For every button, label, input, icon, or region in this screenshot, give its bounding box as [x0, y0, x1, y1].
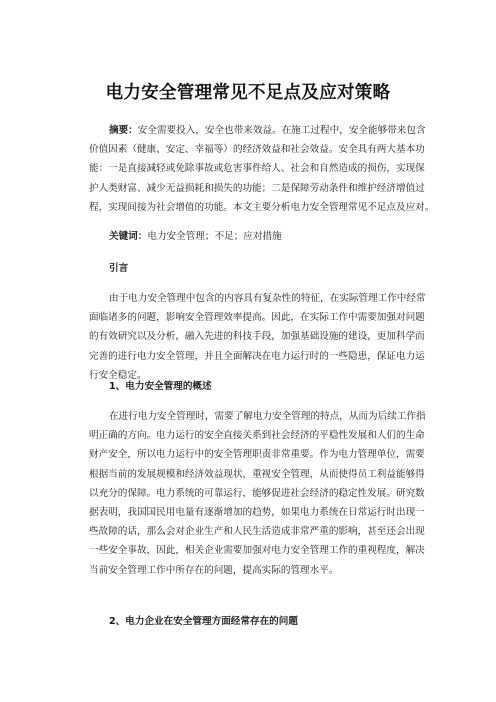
- paragraph-line: 些故障的话，那么会对企业生产和人民生活造成非常严重的影响，甚至还会出现: [89, 526, 425, 538]
- abstract-line: [89, 121, 426, 140]
- paragraph-line: 面临诸多的问题，影响安全管理效率提高。因此，在实际工作中需要加强对问题: [89, 312, 425, 324]
- intro-paragraph: [89, 289, 426, 385]
- paragraph-line: 当前安全管理工作中所存在的问题，提高实际的管理水平。: [89, 564, 339, 576]
- section2-heading: 2、电力企业在安全管理方面经常存在的问题: [109, 616, 298, 627]
- abstract-block: [89, 121, 435, 217]
- paragraph-line: 明正确的方向。电力运行的安全直接关系到社会经济的平稳性发展和人们的生命: [89, 430, 425, 442]
- paragraph-line: 在进行电力安全管理时，需要了解电力安全管理的特点，从而为后续工作指: [109, 411, 426, 422]
- paragraph-line: 据表明，我国国民用电量有逐渐增加的趋势，如果电力系统在日常运行时出现一: [89, 506, 425, 518]
- paragraph-line: 由于电力安全管理中包含的内容具有复杂性的特征，在实际管理工作中经常: [109, 293, 426, 304]
- keywords-line: [89, 227, 419, 246]
- abstract-text: 安全需要投入，安全也带来效益。在施工过程中，安全能够带来包含: [137, 125, 426, 136]
- paragraph-line: 根据当前的发展规模和经济效益现状，重视安全管理，从而使得员工利益能够得: [89, 468, 425, 480]
- abstract-line: 护人类财富、减少无益损耗和损失的功能；二是保障劳动条件和维护经济增值过: [89, 182, 425, 194]
- abstract-line: 能：一是直接减轻或免除事故或危害事件给人、社会和自然造成的损伤，实现保: [89, 163, 425, 175]
- paragraph-line: 财产安全，所以电力运行中的安全管理职责非常重要。作为电力管理单位，需要: [89, 449, 425, 461]
- keywords-label: 关键词：: [109, 231, 148, 242]
- section1-heading: 1、电力安全管理的概述: [109, 381, 212, 392]
- paragraph-line: 完善的进行电力安全管理，并且全面解决在电力运行时的一些隐患，保证电力运: [89, 350, 425, 362]
- intro-heading: 引言: [109, 263, 129, 274]
- abstract-line: 价值因素（健康、安定、幸福等）的经济效益和社会效益。安全具有两大基本功: [89, 144, 425, 156]
- keywords-block: [89, 227, 419, 246]
- paragraph-line: 以充分的保障。电力系统的可靠运行，能够促进社会经济的稳定性发展。研究数: [89, 487, 425, 499]
- keywords-text: 电力安全管理；不足；应对措施: [147, 231, 282, 242]
- paragraph-line: 的有效研究以及分析，融入先进的科技手段，加强基础设施的建设，更加科学而: [89, 331, 425, 343]
- paragraph-line: 一些安全事故，因此，相关企业需要加强对电力安全管理工作的重视程度，解决: [89, 545, 425, 557]
- abstract-line: 程，实现间接为社会增值的功能。本文主要分析电力安全管理常见不足点及应对。: [89, 201, 435, 213]
- paragraph-line: 行安全稳定。: [89, 369, 147, 381]
- abstract-label: 摘要：: [109, 125, 138, 136]
- section1-paragraph: [89, 407, 426, 580]
- document-title: 电力安全管理常见不足点及应对策略: [105, 83, 391, 103]
